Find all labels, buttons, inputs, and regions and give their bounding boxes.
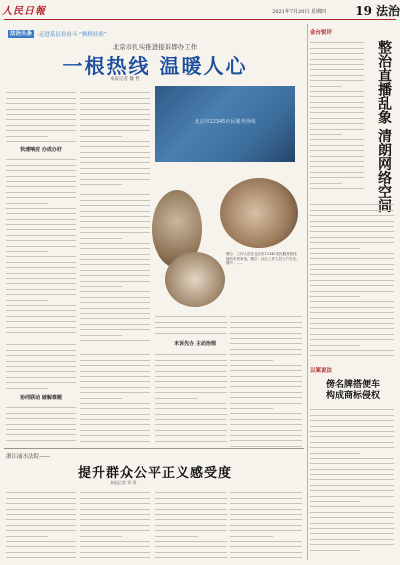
bottom-byline: 本报记者 窦 瑶	[110, 480, 137, 485]
page-label	[355, 2, 400, 19]
text-line	[6, 435, 76, 440]
commentary-body	[310, 38, 364, 193]
text-line	[230, 441, 302, 446]
bottom-column-3	[155, 488, 227, 560]
text-line	[80, 436, 150, 441]
article-column-1b	[6, 155, 76, 335]
article-column-2c	[80, 350, 150, 445]
text-line	[230, 553, 302, 558]
masthead	[4, 0, 396, 20]
text-line	[6, 383, 48, 388]
bottom-kicker: 浙江丽水法院——	[6, 454, 51, 460]
bottom-column-2	[80, 488, 150, 560]
article-subhead-2: 未诉先办 主动治理	[174, 341, 216, 347]
case-tag: 以案说法	[310, 368, 333, 374]
text-line	[80, 336, 150, 341]
commentary-headline: 整治直播乱象 清朗网络空间	[376, 40, 392, 213]
photo-circle-2	[220, 178, 298, 248]
photo-circle-3	[165, 252, 225, 307]
commentary-tag: 金台锐评	[310, 30, 333, 36]
bottom-column-1	[6, 488, 76, 560]
photo-sign-text: 北京市12345市民服务热线	[194, 119, 256, 125]
article-column-1d	[6, 403, 76, 445]
commentary-body-2	[310, 200, 394, 360]
newspaper-logo: 人民日報	[2, 6, 46, 17]
feature-tag-bar	[8, 30, 178, 38]
bottom-headline: 提升群众公平正义感受度	[77, 466, 232, 481]
feature-tag: 法治头条	[10, 31, 33, 37]
case-headline-text: 傍名牌搭便车 构成商标侵权	[325, 380, 380, 401]
page-number: 19	[355, 4, 372, 18]
section-name: 法治	[375, 4, 400, 18]
text-line	[310, 351, 394, 356]
article-column-3b	[155, 350, 227, 445]
article-column-1c	[6, 340, 76, 390]
article-column-2b	[80, 190, 150, 345]
photo-caption: 图①：工作人员在北京市12345市民服务热线接听市民来电。图②：社区工作人员入户走访。图③：……	[226, 252, 300, 266]
article-column-3	[155, 312, 227, 337]
article-subhead-1: 快速响应 办成办好	[20, 147, 62, 153]
text-line	[155, 436, 227, 441]
text-line	[80, 553, 150, 558]
text-line	[6, 553, 76, 558]
section-divider	[4, 448, 304, 449]
text-line	[155, 553, 227, 558]
text-line	[310, 184, 364, 189]
issue-date: 2021年7月20日 星期四	[272, 9, 326, 15]
hotline-center-photo	[155, 86, 295, 162]
text-line	[310, 545, 360, 550]
article-column-2	[80, 88, 150, 188]
text-line	[155, 328, 227, 333]
feature-kicker: 北京市扎实推进接诉即办工作	[112, 43, 198, 51]
case-body	[310, 405, 394, 555]
article-column-1	[6, 88, 76, 143]
text-line	[6, 137, 76, 142]
text-line	[6, 328, 76, 333]
article-subhead-3: 协同联动 破解难题	[20, 395, 62, 401]
feature-byline: 本报记者 魏 哲	[110, 77, 140, 82]
bottom-column-4	[230, 488, 302, 560]
article-column-4	[230, 312, 302, 447]
feature-headline: 一根热线 温暖人心	[62, 54, 248, 78]
case-headline	[310, 380, 396, 402]
feature-tag-subtitle: ·走进基层看奋斗·“枫桥经验”	[37, 32, 107, 38]
text-line	[80, 180, 122, 185]
